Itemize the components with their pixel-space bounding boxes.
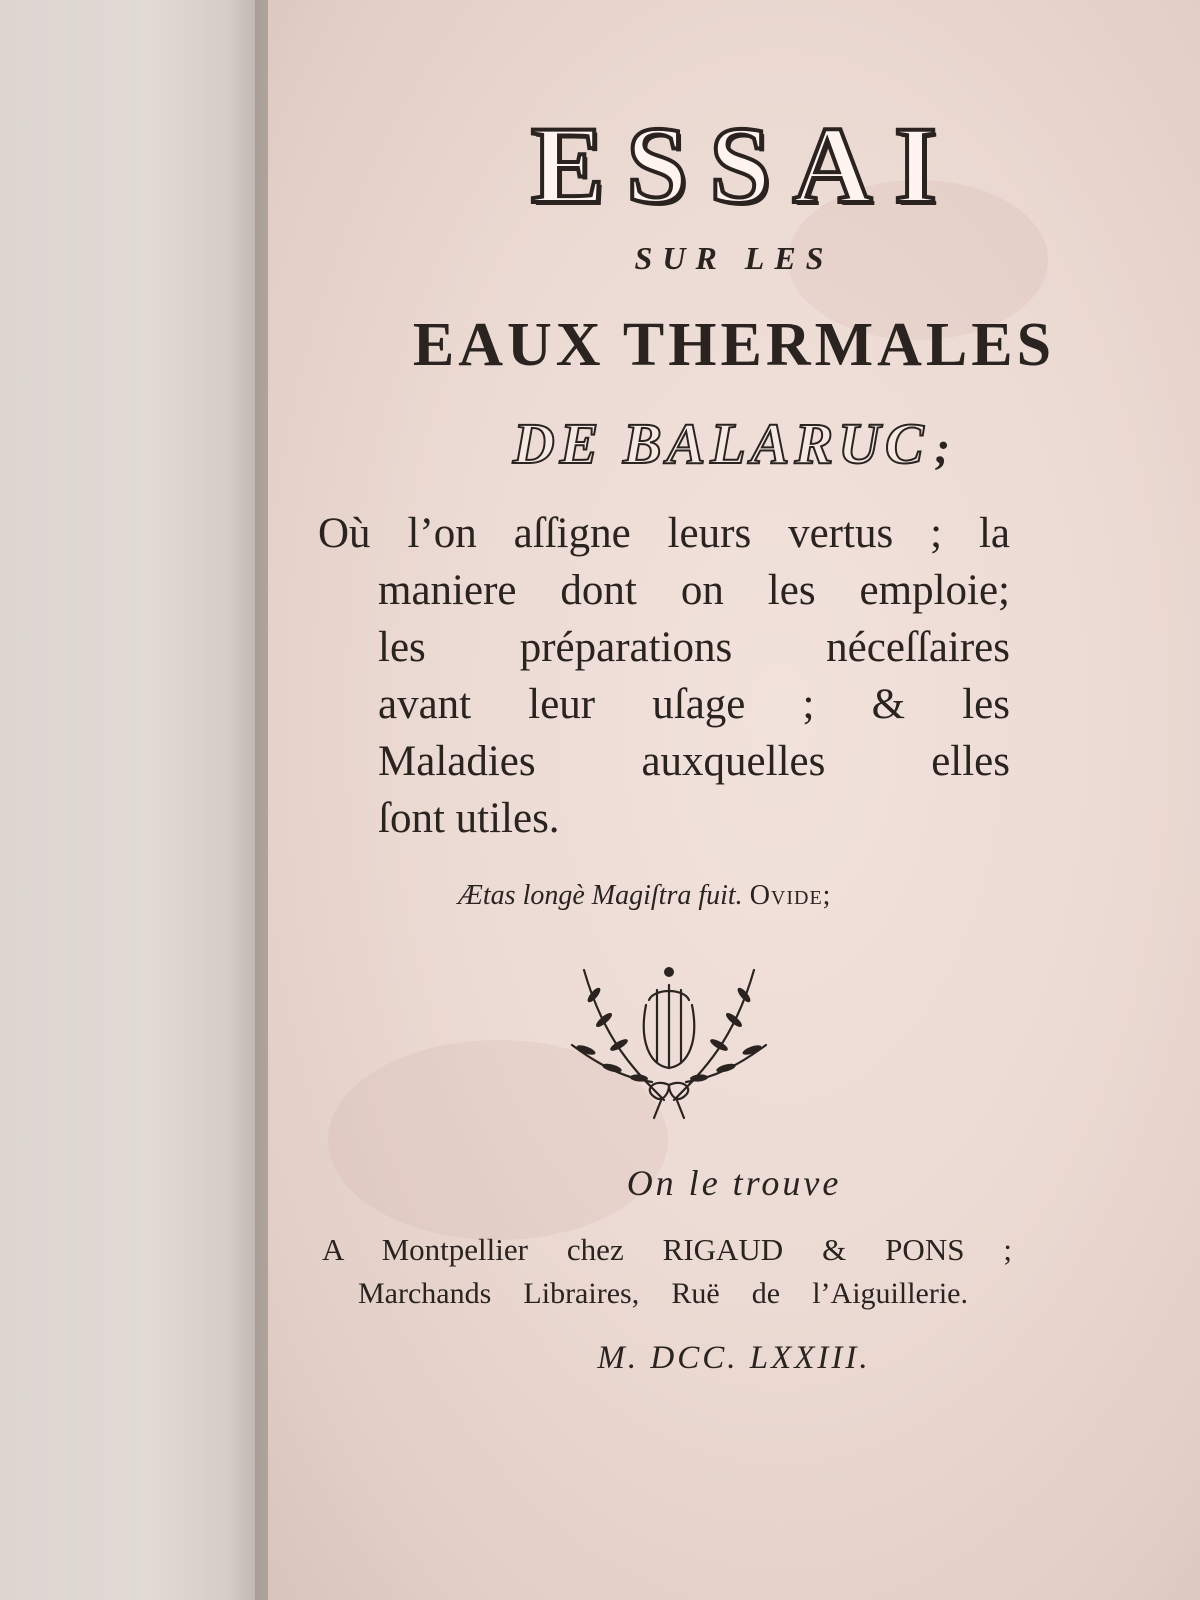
description-line: les préparations néceſſaires: [378, 624, 1010, 671]
title-page: [268, 0, 1200, 1600]
subtitle-main: EAUX THERMALES: [412, 311, 1056, 379]
address-line: Marchands Libraires, Ruë de l’Aiguillerie.: [358, 1277, 968, 1310]
motto: [458, 880, 831, 912]
motto-quote: Ætas longè Magiſtra fuit.: [458, 880, 743, 911]
place-punctuation: ;: [934, 422, 956, 473]
description-line: ſont utiles.: [378, 795, 560, 842]
description-line: Maladies auxquelles elles: [378, 738, 1010, 785]
on-le-trouve: On le trouve: [626, 1163, 842, 1203]
description-line: Où l’on aſſigne leurs vertus ; la: [318, 510, 1010, 557]
book-title: ESSAI: [531, 104, 959, 226]
facing-page: [0, 0, 268, 1600]
address-line: A Montpellier chez RIGAUD & PONS ;: [322, 1232, 1012, 1267]
subtitle-small: SUR LES: [634, 240, 834, 276]
place-name-line: [268, 410, 1200, 477]
publication-date: M. DCC. LXXIII.: [597, 1340, 871, 1376]
place-name: DE BALARUC: [512, 411, 929, 476]
lyre-laurel-fleuron-icon: [564, 950, 774, 1125]
description-line: avant leur uſage ; & les: [378, 681, 1010, 728]
description-line: maniere dont on les emploie;: [378, 567, 1010, 614]
motto-author: Ovide;: [749, 880, 832, 911]
